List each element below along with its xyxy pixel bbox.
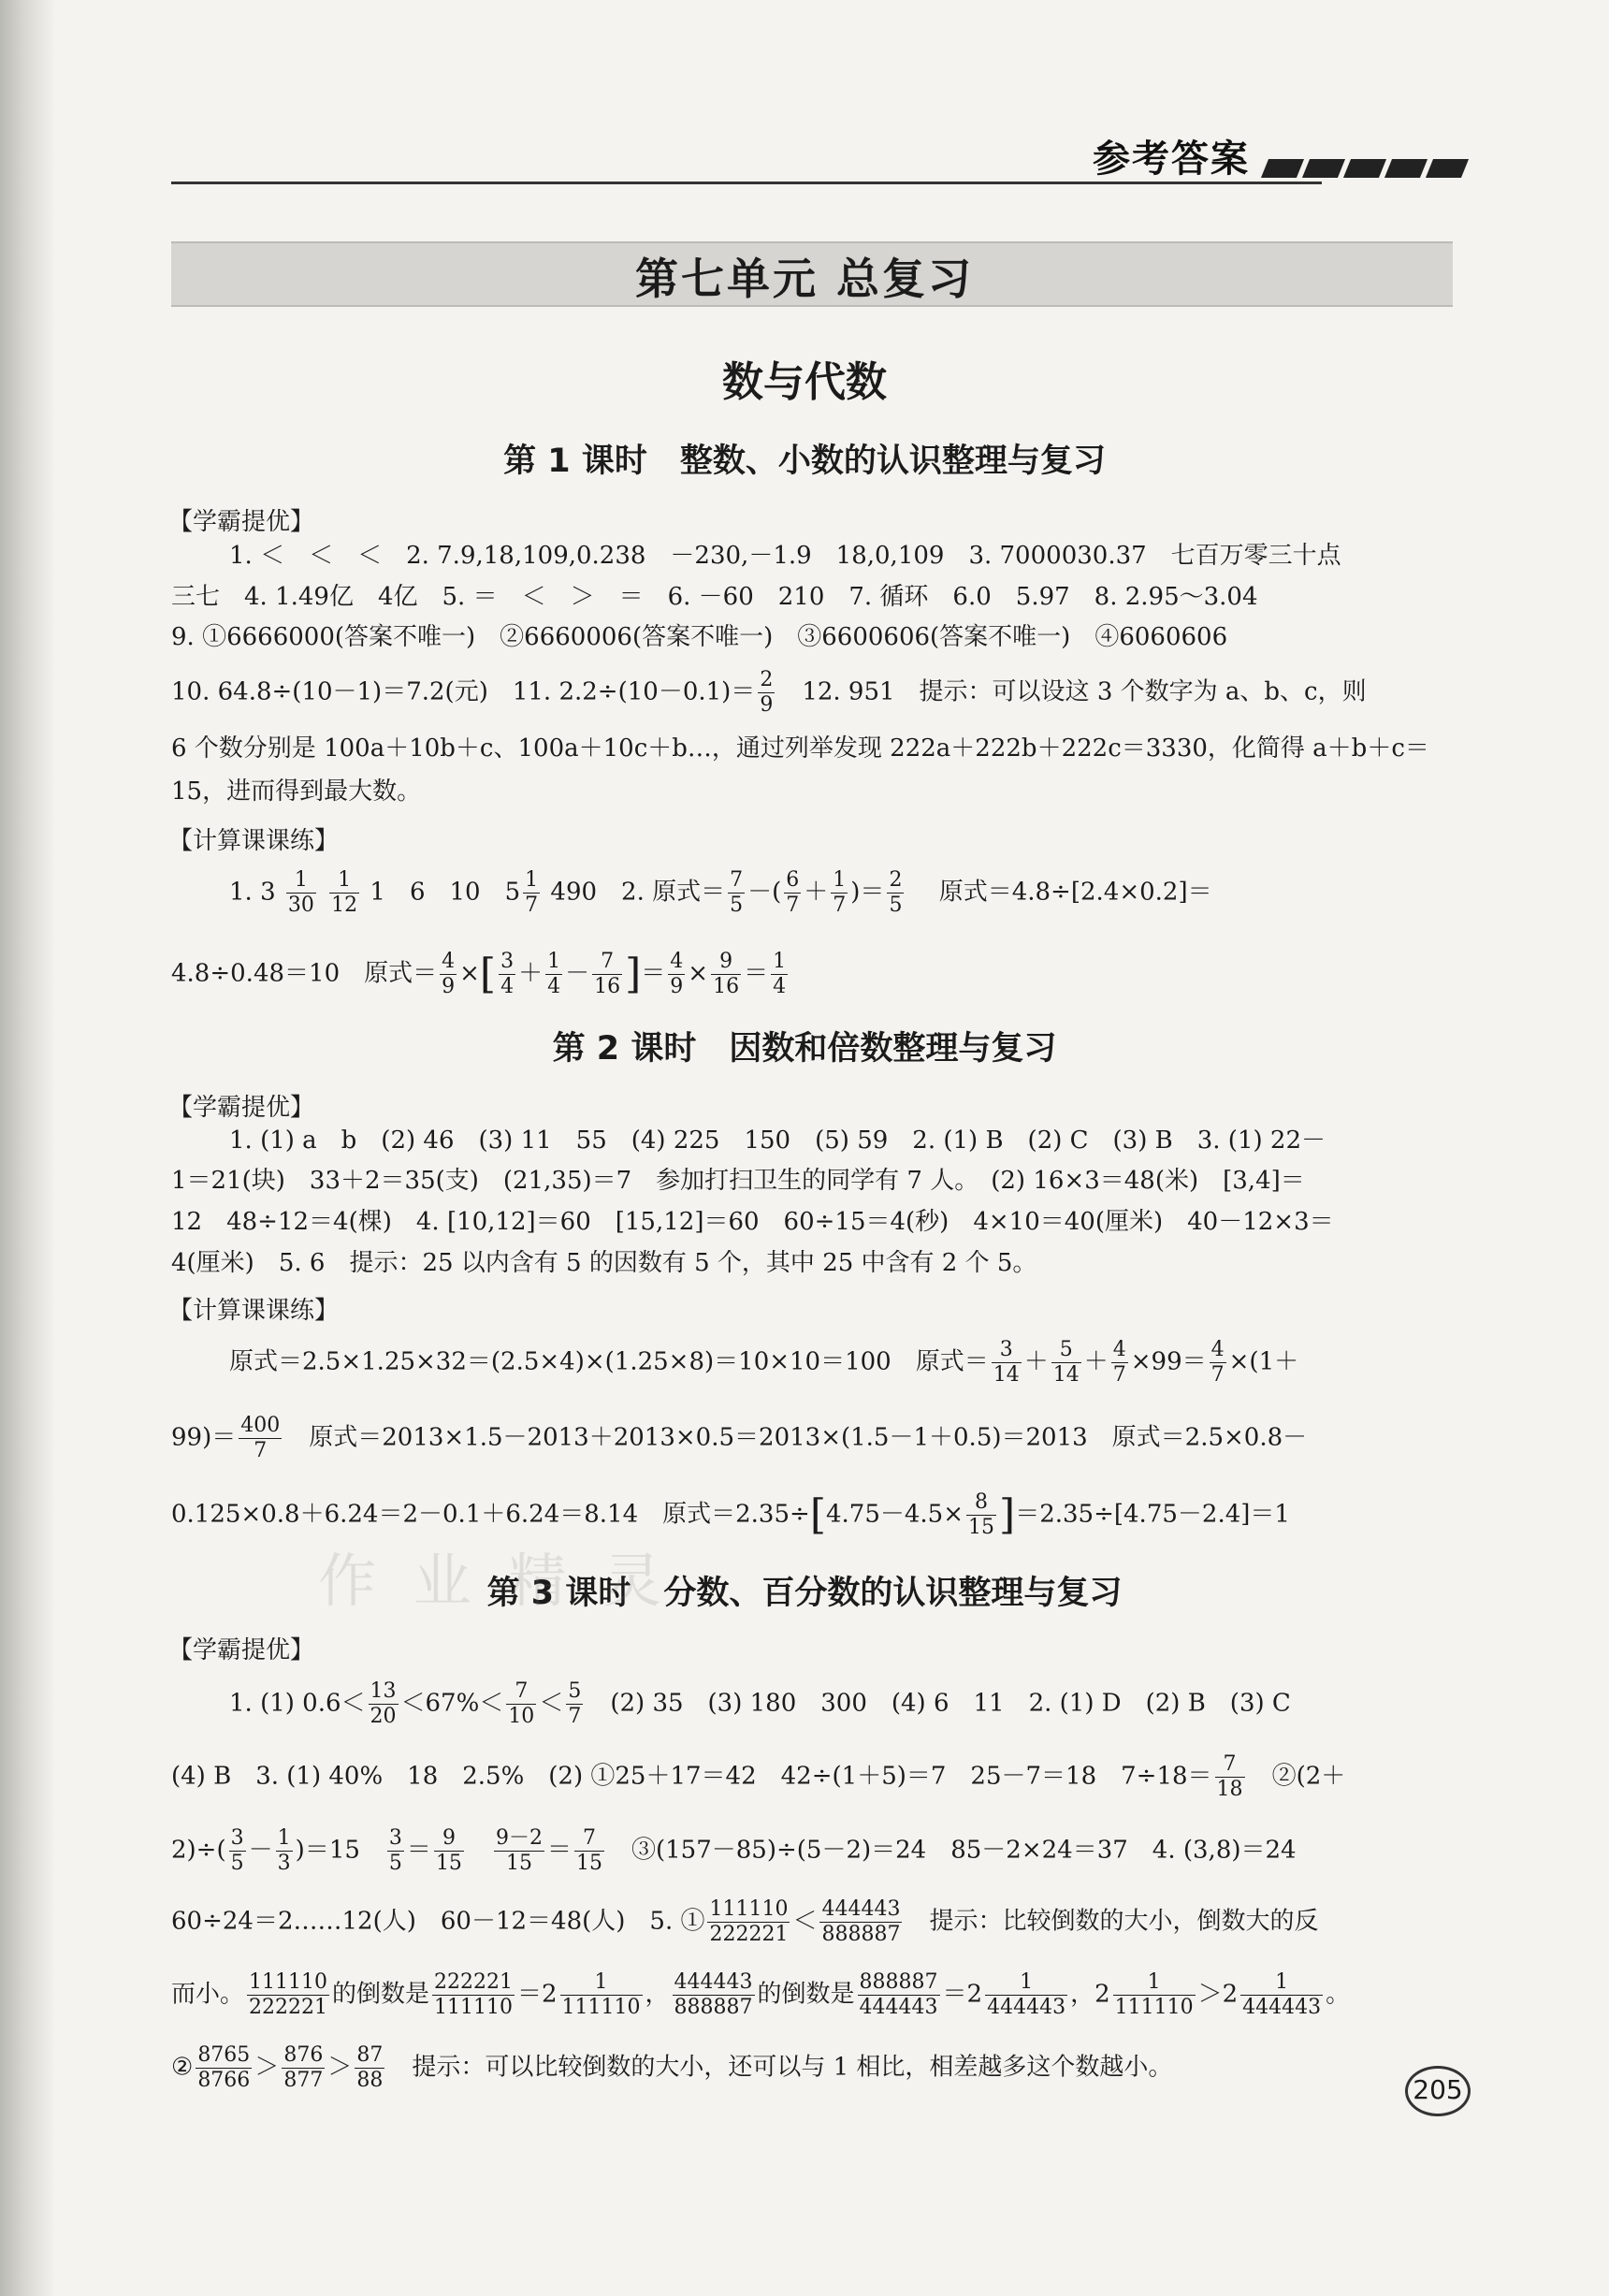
l1-line-2: 三七 4. 1.49亿 4亿 5. ＝ ＜ ＞ ＝ 6. －60 210 7. 循环 6.0 5.97 8. 2.95～3.04: [171, 583, 1258, 611]
book-spine-shadow: [0, 0, 56, 2296]
l1-calc-1: 1. 3 $\frac{1}{30}$ $\frac{1}{12}$ 1 6 10 5 $\frac{1}{7}$ 490 2. 原式＝ $\frac{7}{5}$ －( $\frac{6}{7}$ ＋ $\frac{1}{7}$ )＝ $\frac{2}{5}$ 原式＝4.8÷[2.4×0.2]＝: [229, 868, 1212, 917]
l2-calc-1: 原式＝2.5×1.25×32＝(2.5×4)×(1.25×8)＝10×10＝100 原式＝ $\frac{3}{14}$ ＋ $\frac{5}{14}$ ＋ $\frac{4}{7}$ ×99＝ $\frac{4}{7}$ ×(1＋: [229, 1338, 1299, 1387]
tag-xuebatiyou-3: 【学霸提优】: [168, 1636, 315, 1664]
section-title: 数与代数: [722, 358, 887, 406]
header-title: 参考答案: [1093, 138, 1250, 181]
lesson-3-title: 第 3 课时 分数、百分数的认识整理与复习: [486, 1575, 1123, 1612]
l1-line-5: 6 个数分别是 100a＋10b＋c、100a＋10c＋b…，通过列举发现 222a＋222b＋222c＝3330，化简得 a＋b＋c＝: [171, 734, 1429, 763]
l1-line-3: 9. ①6666000(答案不唯一) ②6660006(答案不唯一) ③6600606(答案不唯一) ④6060606: [171, 623, 1228, 651]
l2-line-1: 1. (1) a b (2) 46 (3) 11 55 (4) 225 150 (5) 59 2. (1) B (2) C (3) B 3. (1) 22－: [229, 1126, 1326, 1155]
l3-line-4: 60÷24＝2……12(人) 60－12＝48(人) 5. ① $\frac{111110}{222221}$ ＜ $\frac{444443}{888887}$ 提示：比较倒数的大小，倒数大的反: [171, 1897, 1319, 1946]
tag-jisuan-1: 【计算课课练】: [168, 827, 340, 855]
l2-line-3: 12 48÷12＝4(棵) 4. [10,12]＝60 [15,12]＝60 60÷15＝4(秒) 4×10＝40(厘米) 40－12×3＝: [171, 1208, 1334, 1236]
tag-xuebatiyou-1: 【学霸提优】: [168, 508, 315, 536]
l1-line-4: 10. 64.8÷(10－1)＝7.2(元) 11. 2.2÷(10－0.1)＝ $\frac{2}{9}$ 12. 951 提示：可以设这 3 个数字为 a、b、c，则: [171, 668, 1367, 717]
l3-line-6: ② $\frac{8765}{8766}$ ＞ $\frac{876}{877}$ ＞ $\frac{87}{88}$ 提示：可以比较倒数的大小，还可以与 1 相比，相差越多这个数越小。: [171, 2043, 1173, 2092]
watermark: 作 业 精 灵: [318, 1547, 672, 1615]
l2-calc-3: 0.125×0.8＋6.24＝2－0.1＋6.24＝8.14 原式＝2.35÷[4.75－4.5× $\frac{8}{15}$ ]＝2.35÷[4.75－2.4]＝1: [171, 1490, 1290, 1539]
l3-line-3: 2)÷( $\frac{3}{5}$ － $\frac{1}{3}$ )＝15 $\frac{3}{5}$ ＝ $\frac{9}{15}$ $\frac{9-2}{15}$ ＝ $\frac{7}{15}$ ③(157－85)÷(5－2)＝24 85－2×24＝37 4. (3,8)＝24: [171, 1826, 1297, 1875]
l2-calc-2: 99)＝ $\frac{400}{7}$ 原式＝2013×1.5－2013＋2013×0.5＝2013×(1.5－1＋0.5)＝2013 原式＝2.5×0.8－: [171, 1414, 1308, 1462]
l3-line-5: 而小。 $\frac{111110}{222221}$ 的倒数是 $\frac{222221}{111110}$ ＝2 $\frac{1}{111110}$ ， $\frac{444443}{888887}$ 的倒数是 $\frac{888887}{444443}$ ＝2 $\frac{1}{444443}$ ，2 $\frac{1}{111110}$ ＞2 $\frac{1}{444443}$ 。: [171, 1970, 1351, 2019]
l3-line-1: 1. (1) 0.6＜ $\frac{13}{20}$ ＜67%＜ $\frac{7}{10}$ ＜ $\frac{5}{7}$ (2) 35 (3) 180 300 (4) 6 11 2. (1) D (2) B (3) C: [229, 1679, 1291, 1728]
l3-line-2: (4) B 3. (1) 40% 18 2.5% (2) ①25＋17＝42 42÷(1＋5)＝7 25－7＝18 7÷18＝ $\frac{7}{18}$ ②(2＋: [171, 1752, 1346, 1801]
l1-calc-2: 4.8÷0.48＝10 原式＝ $\frac{4}{9}$ ×[ $\frac{3}{4}$ ＋ $\frac{1}{4}$ － $\frac{7}{16}$ ]＝ $\frac{4}{9}$ × $\frac{9}{16}$ ＝ $\frac{1}{4}$: [171, 950, 787, 998]
l2-line-4: 4(厘米) 5. 6 提示：25 以内含有 5 的因数有 5 个，其中 25 中含有 2 个 5。: [171, 1249, 1037, 1277]
fraction: $\frac{2}{9}$: [760, 668, 774, 717]
l1-line-1: 1. ＜ ＜ ＜ 2. 7.9,18,109,0.238 －230,－1.9 18,0,109 3. 7000030.37 七百万零三十点: [229, 542, 1341, 570]
tag-xuebatiyou-2: 【学霸提优】: [168, 1094, 315, 1122]
page-number: 205: [1405, 2066, 1471, 2116]
lesson-1-title: 第 1 课时 整数、小数的认识整理与复习: [503, 443, 1106, 480]
unit-title: 第七单元 总复习: [634, 254, 974, 304]
tag-jisuan-2: 【计算课课练】: [168, 1297, 340, 1325]
l2-line-2: 1＝21(块) 33＋2＝35(支) (21,35)＝7 参加打扫卫生的同学有 7 人。 (2) 16×3＝48(米) [3,4]＝: [171, 1167, 1305, 1195]
header-decoration: [1265, 159, 1465, 178]
l1-line-6: 15，进而得到最大数。: [171, 777, 422, 806]
header-rule: [171, 182, 1322, 184]
lesson-2-title: 第 2 课时 因数和倍数整理与复习: [552, 1030, 1057, 1068]
